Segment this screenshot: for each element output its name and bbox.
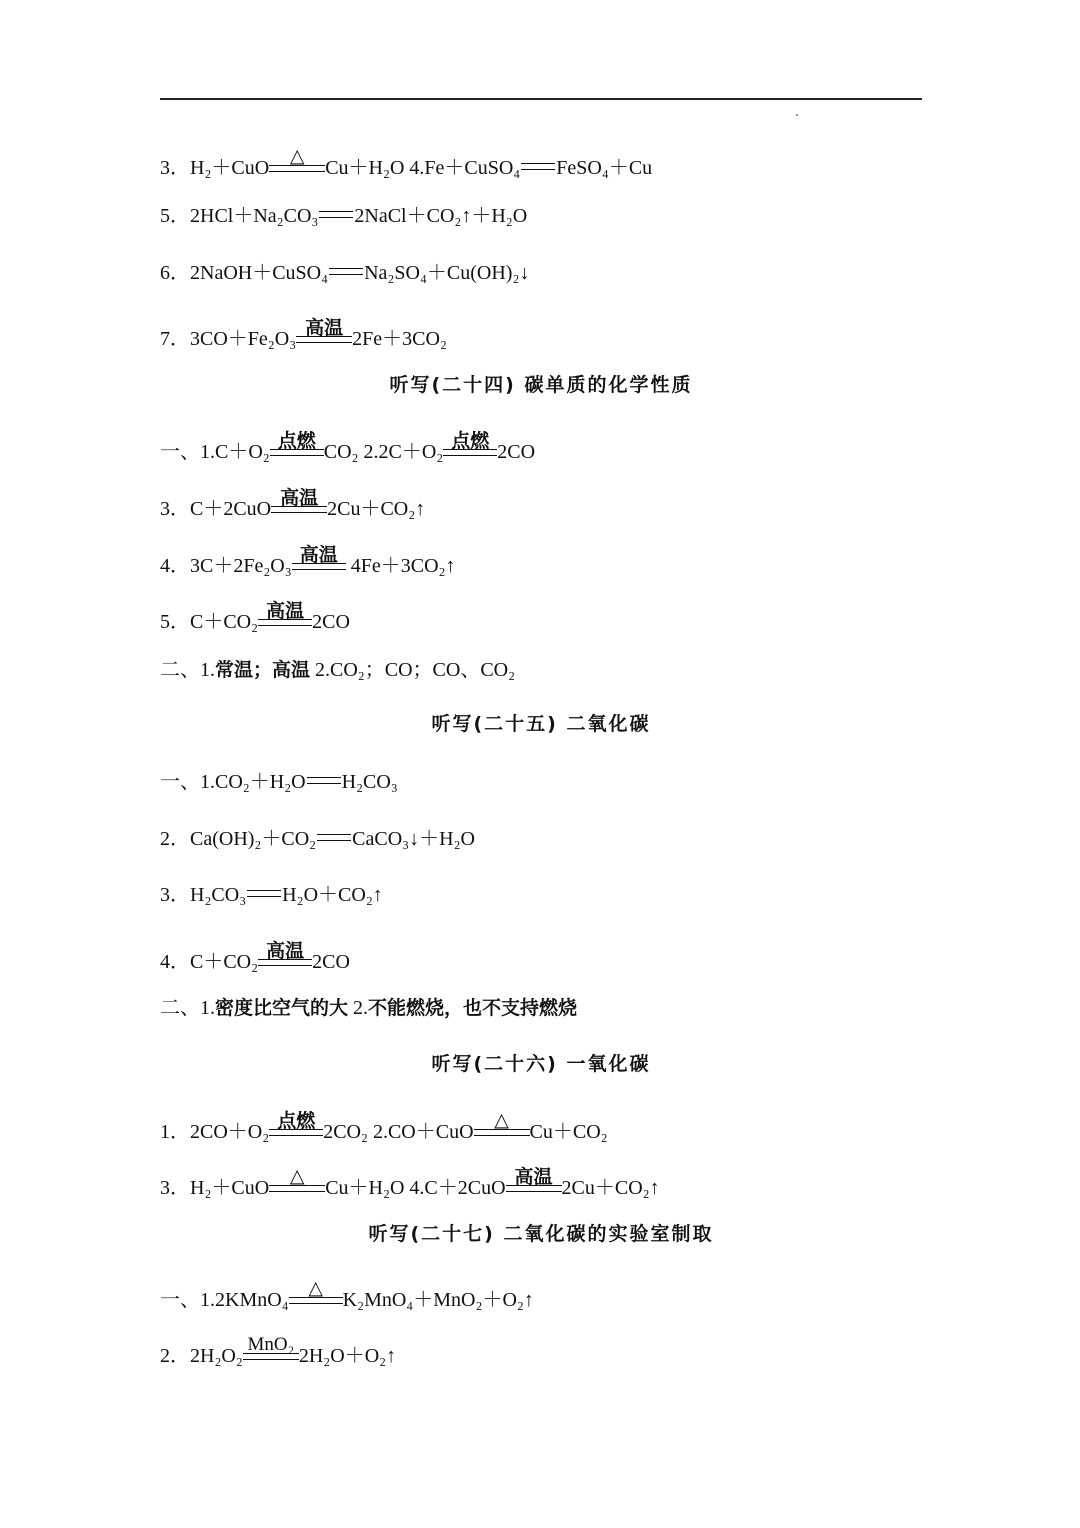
header-rule bbox=[160, 98, 922, 100]
high-temp-condition: 高温 bbox=[506, 1170, 562, 1206]
scan-speck bbox=[796, 114, 798, 116]
catalyst-condition: MnO₂ bbox=[243, 1338, 299, 1374]
equation-line: 6．2NaOH＋CuSO₄ Na₂SO₄＋Cu(OH)₂↓ bbox=[160, 262, 530, 284]
ignite-condition: 点燃 bbox=[443, 434, 497, 470]
equation-line: 5．C＋CO₂ 高温 2CO bbox=[160, 604, 350, 640]
equation-line: 7．3CO＋Fe₂O₃ 高温 2Fe＋3CO₂ bbox=[160, 321, 447, 357]
equation-line: 4．C＋CO₂ 高温 2CO bbox=[160, 944, 350, 980]
equation-line: 2．Ca(OH)₂＋CO₂ CaCO₃↓＋H₂O bbox=[160, 828, 475, 850]
equation-line: 一、1.C＋O₂ 点燃 CO₂ 2.2C＋O₂ 点燃 2CO bbox=[160, 434, 535, 470]
equation-line: 3．C＋2CuO 高温 2Cu＋CO₂↑ bbox=[160, 491, 425, 527]
heat-condition: △ bbox=[289, 1282, 343, 1318]
high-temp-condition: 高温 bbox=[292, 548, 346, 584]
equals-sign bbox=[329, 268, 363, 275]
equation-line: 一、1.2KMnO₄ △ K₂MnO₄＋MnO₂＋O₂↑ bbox=[160, 1282, 534, 1318]
equals-sign bbox=[319, 211, 353, 218]
ignite-condition: 点燃 bbox=[269, 1114, 323, 1150]
heat-condition: △ bbox=[474, 1114, 530, 1150]
high-temp-condition: 高温 bbox=[271, 491, 327, 527]
equation-line: 3．H₂＋CuO △ Cu＋H₂O 4.C＋2CuO 高温 2Cu＋CO₂↑ bbox=[160, 1170, 660, 1206]
section-heading-24: 听写(二十四) 碳单质的化学性质 bbox=[389, 374, 693, 396]
section-heading-27: 听写(二十七) 二氧化碳的实验室制取 bbox=[368, 1223, 714, 1245]
equation-line: 4．3C＋2Fe₂O₃ 高温 4Fe＋3CO₂↑ bbox=[160, 548, 456, 584]
high-temp-condition: 高温 bbox=[258, 604, 312, 640]
answer-line: 二、1.常温；高温 2.CO₂；CO；CO、CO₂ bbox=[160, 659, 516, 681]
heat-condition: △ bbox=[269, 1170, 325, 1206]
equals-sign bbox=[307, 777, 341, 784]
equals-sign bbox=[521, 163, 555, 170]
answer-line: 二、1.密度比空气的大 2.不能燃烧，也不支持燃烧 bbox=[160, 997, 578, 1019]
equals-sign bbox=[317, 834, 351, 841]
high-temp-condition: 高温 bbox=[258, 944, 312, 980]
section-heading-25: 听写(二十五) 二氧化碳 bbox=[431, 713, 651, 735]
equation-line: 一、1.CO₂＋H₂O H₂CO₃ bbox=[160, 771, 398, 793]
equation-line: 5．2HCl＋Na₂CO₃ 2NaCl＋CO₂↑＋H₂O bbox=[160, 205, 528, 227]
equation-line: 3．H₂CO₃ H₂O＋CO₂↑ bbox=[160, 884, 383, 906]
section-heading-26: 听写(二十六) 一氧化碳 bbox=[431, 1053, 651, 1075]
equals-sign bbox=[247, 890, 281, 897]
high-temp-condition: 高温 bbox=[296, 321, 352, 357]
equation-line: 1．2CO＋O₂ 点燃 2CO₂ 2.CO＋CuO △ Cu＋CO₂ bbox=[160, 1114, 608, 1150]
equation-line: 2．2H₂O₂ MnO₂ 2H₂O＋O₂↑ bbox=[160, 1338, 396, 1374]
heat-condition: △ bbox=[269, 150, 325, 186]
ignite-condition: 点燃 bbox=[270, 434, 324, 470]
equation-line: 3．H₂＋CuO △ Cu＋H₂O 4.Fe＋CuSO₄ FeSO₄＋Cu bbox=[160, 150, 652, 186]
